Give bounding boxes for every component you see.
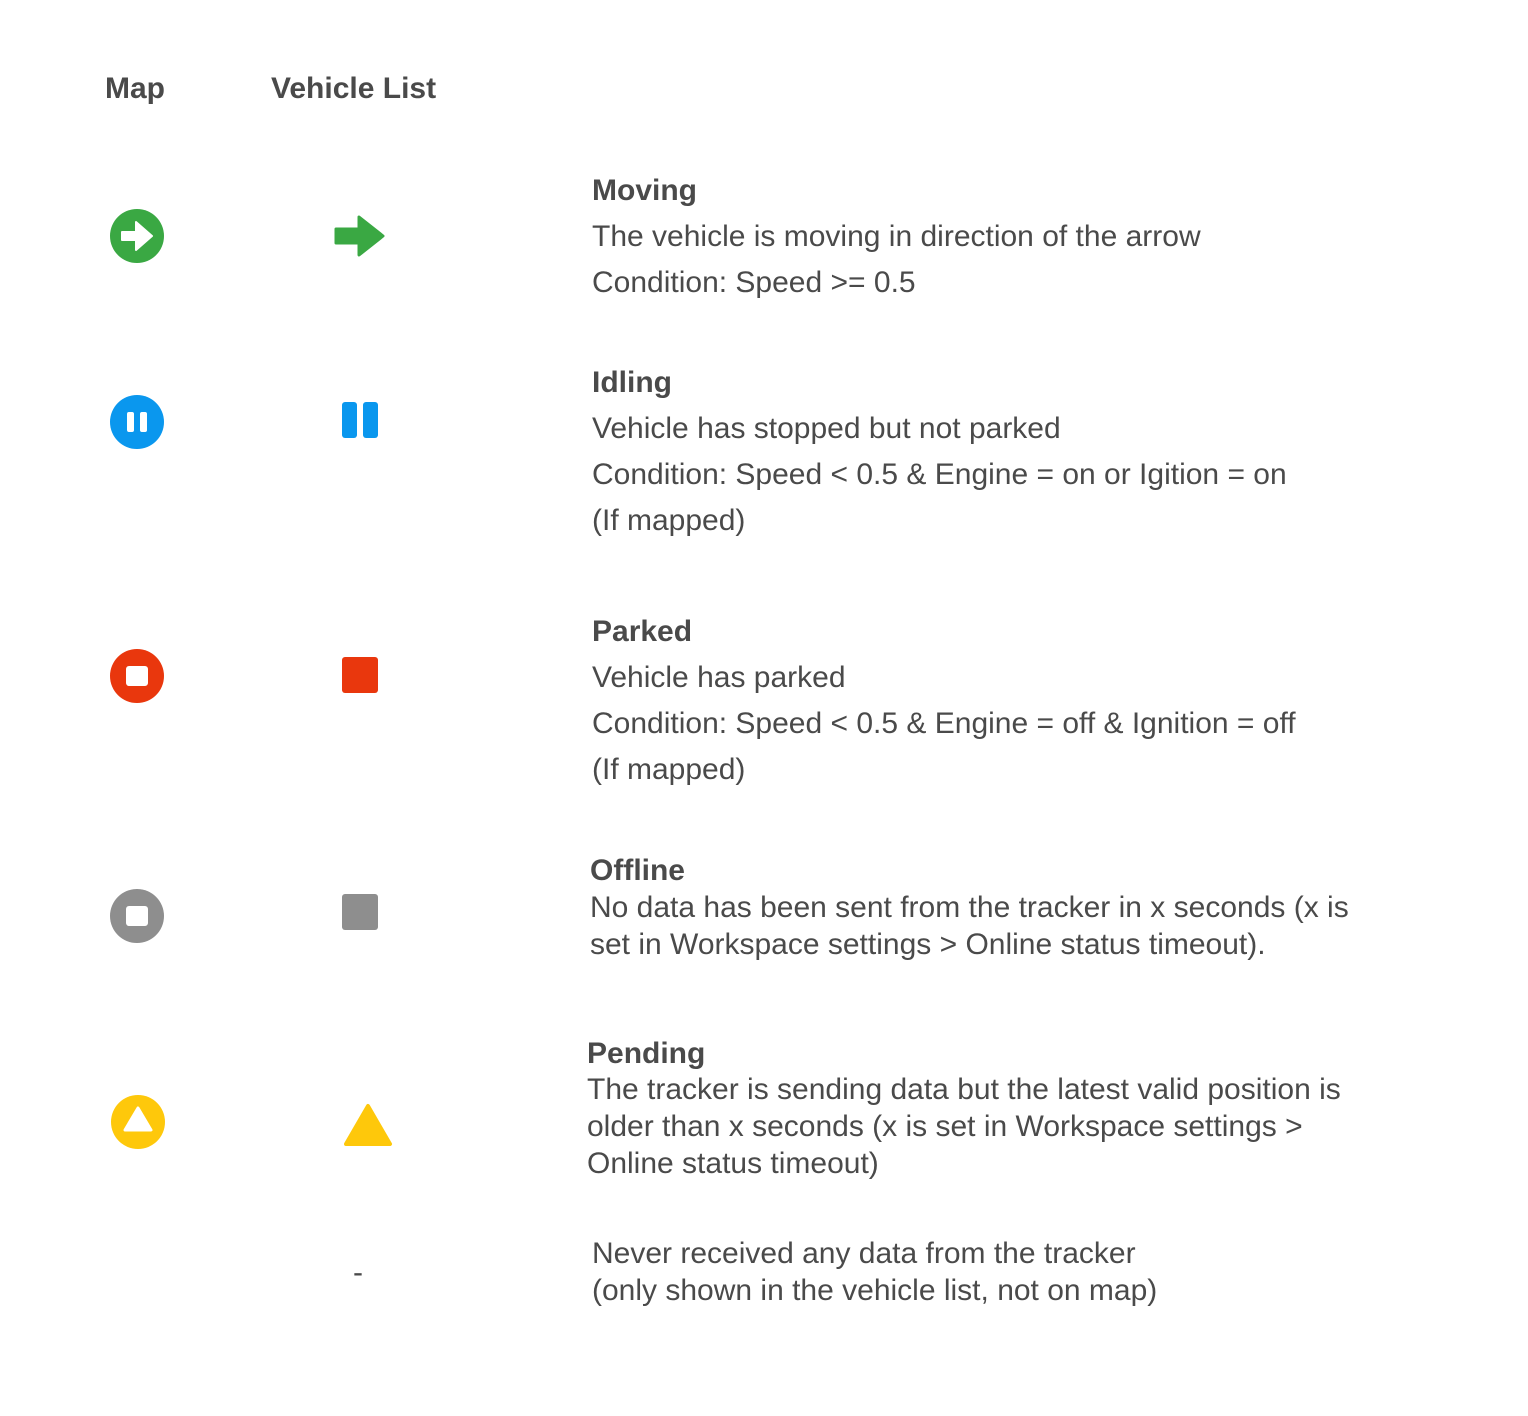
moving-condition: Condition: Speed >= 0.5 [592,266,916,299]
parked-description: Vehicle has parked [592,661,846,694]
idling-description: Vehicle has stopped but not parked [592,412,1061,445]
pending-description-line-1: The tracker is sending data but the latest valid position is [587,1073,1341,1106]
no-data-dash: - [353,1256,363,1289]
circle-arrow-right-icon [109,208,165,264]
circle-triangle-icon [110,1094,166,1150]
circle-stop-gray-icon [109,888,165,944]
parked-title: Parked [592,615,693,648]
vehicle-list-column-header: Vehicle List [271,72,437,105]
pending-description-line-3: Online status timeout) [587,1147,879,1180]
arrow-right-icon [334,214,386,258]
pending-title: Pending [587,1037,706,1070]
parked-note: (If mapped) [592,753,746,786]
no-data-description-line-2: (only shown in the vehicle list, not on map) [592,1274,1158,1307]
offline-description-line-1: No data has been sent from the tracker in x seconds (x is [590,891,1349,924]
stop-square-icon [341,656,379,694]
pause-icon [341,401,381,439]
circle-pause-icon [109,394,165,450]
pending-description-line-2: older than x seconds (x is set in Workspace settings > [587,1110,1303,1143]
triangle-icon [342,1102,394,1148]
no-data-description-line-1: Never received any data from the tracker [592,1237,1136,1270]
offline-description-line-2: set in Workspace settings > Online status timeout). [590,928,1266,961]
offline-title: Offline [590,854,685,887]
map-column-header: Map [105,72,165,105]
idling-note: (If mapped) [592,504,746,537]
idling-condition: Condition: Speed < 0.5 & Engine = on or Igition = on [592,458,1287,491]
stop-square-gray-icon [341,893,379,931]
moving-title: Moving [592,174,697,207]
parked-condition: Condition: Speed < 0.5 & Engine = off & Ignition = off [592,707,1296,740]
idling-title: Idling [592,366,672,399]
circle-stop-icon [109,648,165,704]
moving-description: The vehicle is moving in direction of the arrow [592,220,1201,253]
